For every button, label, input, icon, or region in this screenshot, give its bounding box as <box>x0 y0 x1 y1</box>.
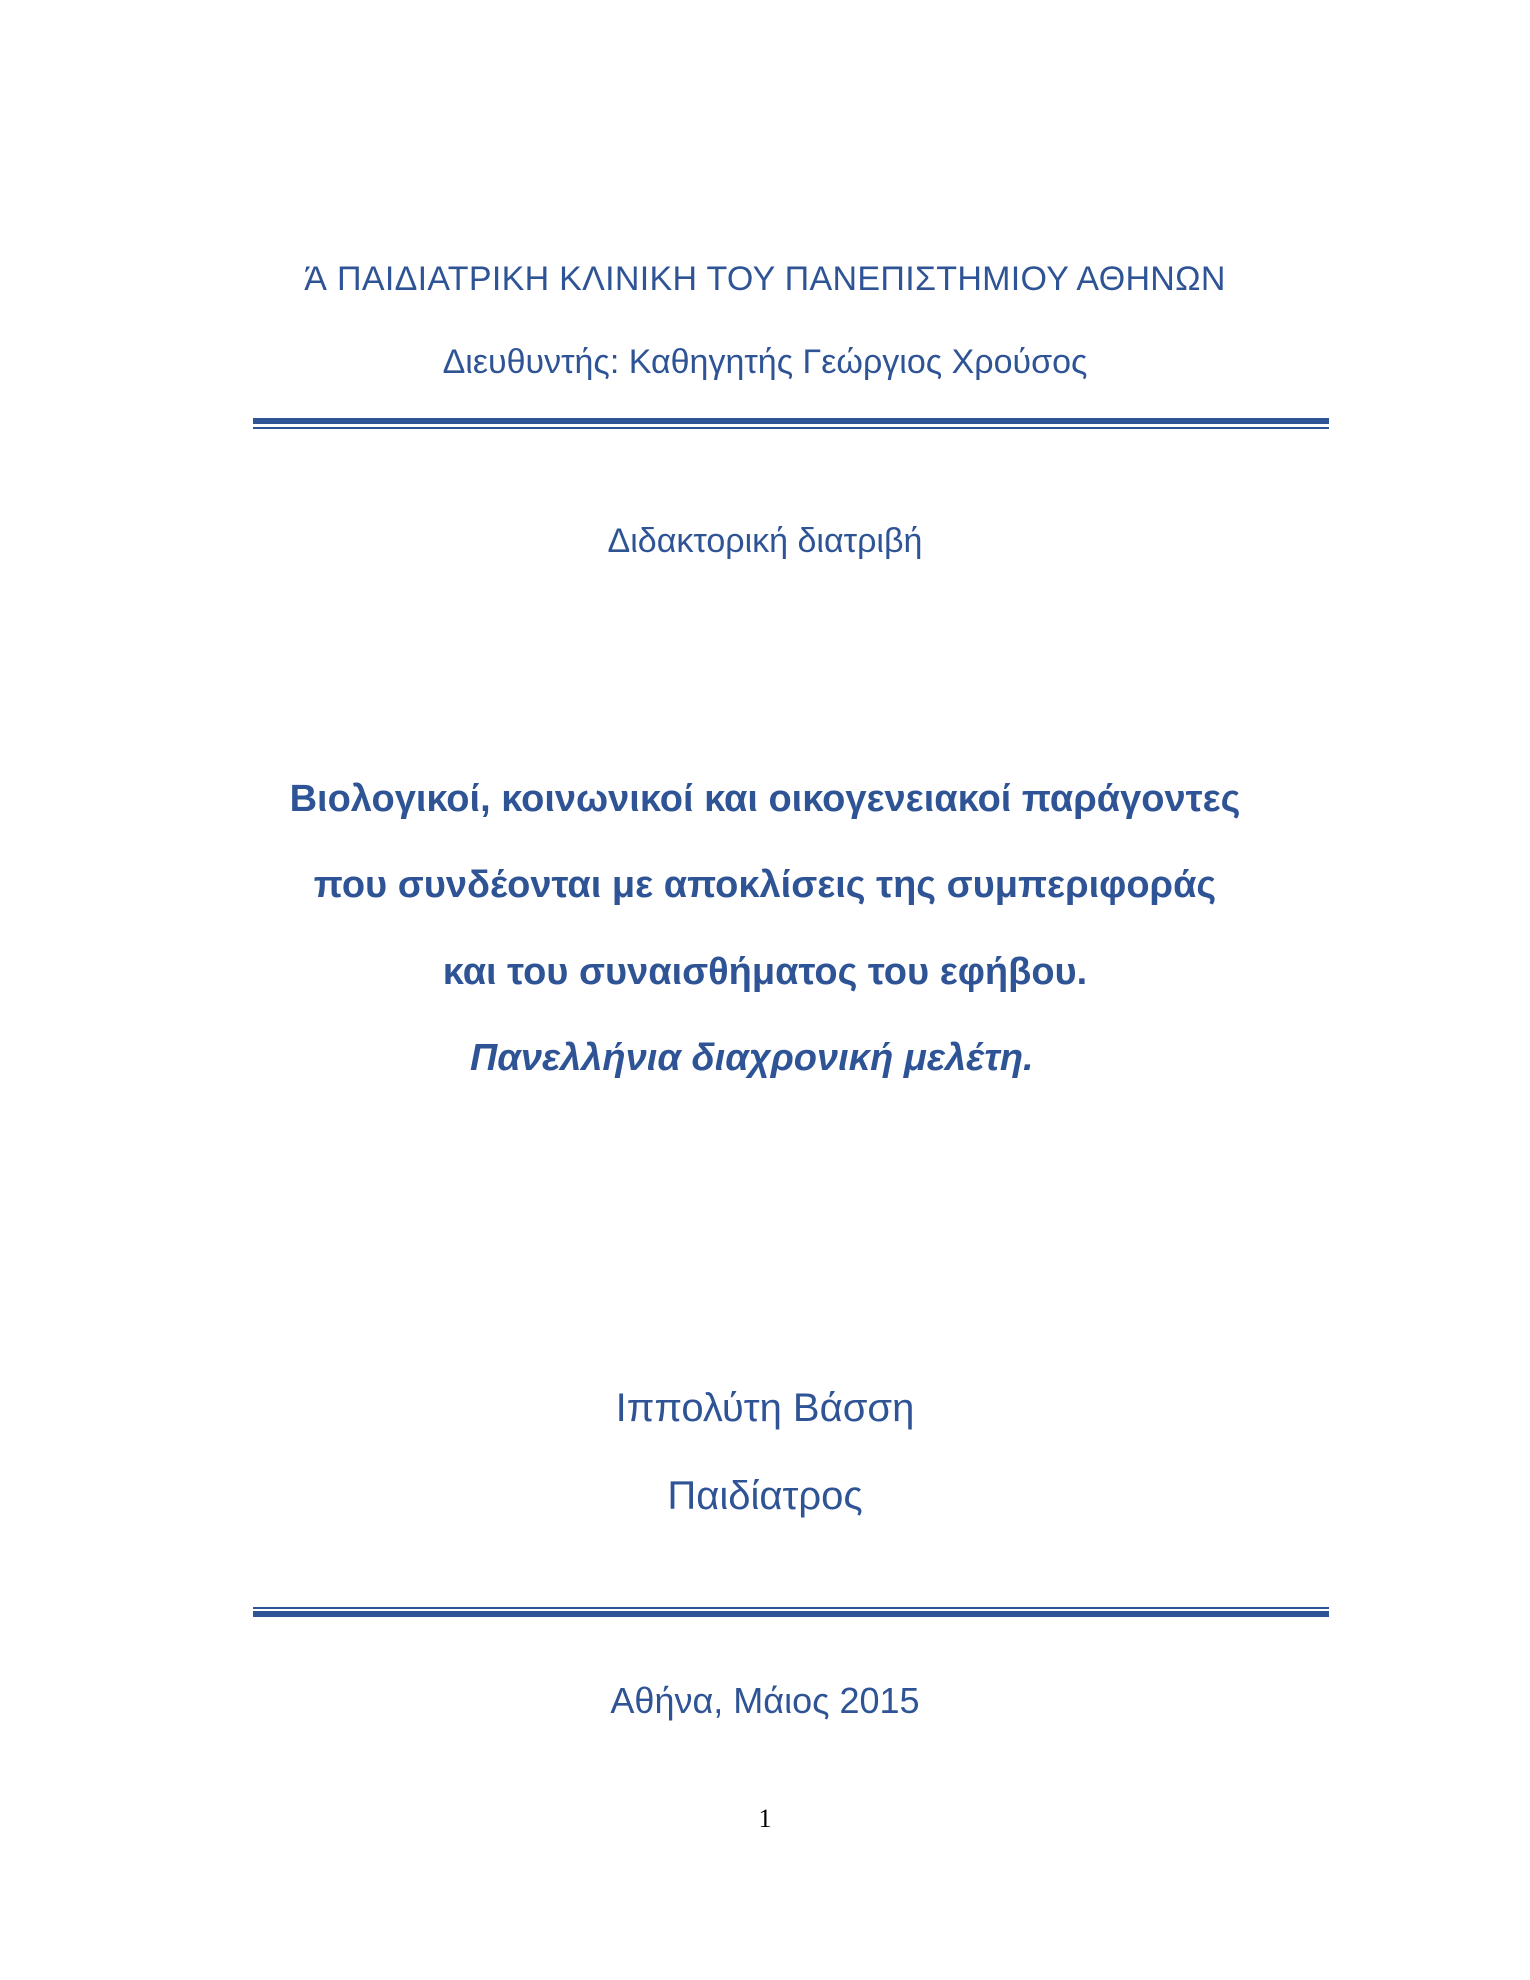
subtitle: Πανελλήνια διαχρονική μελέτη. <box>470 1037 1034 1079</box>
document-type: Διδακτορική διατριβή <box>607 522 923 560</box>
title-line-2: που συνδέονται με αποκλίσεις της συμπεριφοράς <box>313 864 1217 906</box>
top-divider-thick-line <box>253 418 1329 424</box>
title-line-3: και του συναισθήματος του εφήβου. <box>442 951 1088 993</box>
author-name: Ιππολύτη Βάσση <box>615 1386 915 1430</box>
top-divider-thin-line <box>253 427 1329 429</box>
page-number: 1 <box>758 1804 772 1833</box>
place-and-date: Αθήνα, Μάιος 2015 <box>610 1680 920 1721</box>
title-line-1: Βιολογικοί, κοινωνικοί και οικογενειακοί παράγοντες <box>289 778 1241 820</box>
bottom-divider-thin-line <box>253 1607 1329 1609</box>
bottom-divider-thick-line <box>253 1611 1329 1617</box>
director-line: Διευθυντής: Καθηγητής Γεώργιος Χρούσος <box>442 343 1088 381</box>
bottom-divider <box>253 1607 1329 1619</box>
top-divider <box>253 418 1329 430</box>
author-profession: Παιδίατρος <box>667 1474 863 1518</box>
institution-name: Ά ΠΑΙΔΙΑΤΡΙΚΗ ΚΛΙΝΙΚΗ ΤΟΥ ΠΑΝΕΠΙΣΤΗΜΙΟΥ ΑΘΗΝΩΝ <box>304 260 1226 298</box>
